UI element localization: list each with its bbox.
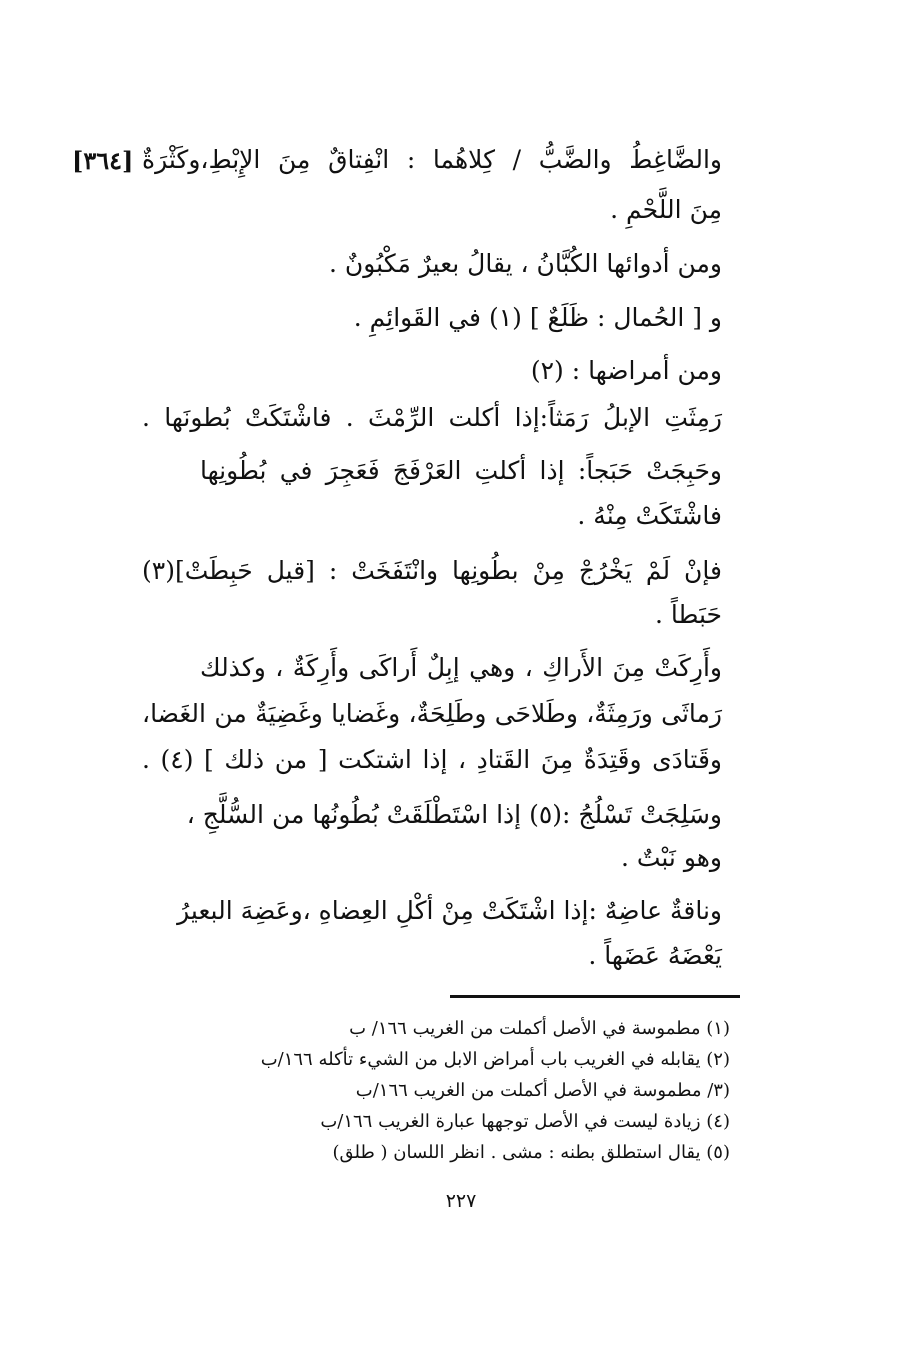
page-number: ٢٢٧ <box>445 1190 477 1212</box>
body-line-16: وناقةٌ عاضِهٌ :إذا اشْتَكَتْ مِنْ أكْلِ العِضاهِ ،وعَضِهَ البعيرُ <box>177 896 722 925</box>
footnote-2: (٢) يقابله في الغريب باب أمراض الابل من الشيء تأكله ١٦٦/ب <box>260 1049 730 1070</box>
footnote-rule <box>450 995 740 998</box>
body-line-12: رَماثَى ورَمِثَةٌ، وطَلاحَى وطَلِحَةٌ، وغَضايا وغَضِيَةٌ من الغَضا، <box>142 699 722 728</box>
body-line-8: فاشْتَكَتْ مِنْهُ . <box>577 501 722 530</box>
body-line-15: وهو نَبْتٌ . <box>620 843 722 872</box>
body-line-9: فإنْ لَمْ يَخْرُجْ مِنْ بطُونِها وانْتَفَخَتْ : [قيل حَبِطَتْ](٣) <box>142 556 722 585</box>
body-line-14: وسَلِجَتْ تَسْلُجُ :(٥) إذا اسْتَطْلَقَتْ بُطُونُها من السُّلَّجِ ، <box>186 800 722 829</box>
page-marker: [٣٦٤] <box>72 146 134 175</box>
footnote-5: (٥) يقال استطلق بطنه : مشى . انظر اللسان ( طلق) <box>332 1142 730 1163</box>
footnote-3: (٣/ مطموسة في الأصل أكملت من الغريب ١٦٦/ب <box>355 1080 730 1101</box>
body-line-17: يَعْضَهُ عَضَهاً . <box>588 941 722 970</box>
body-line-10: حَبَطاً . <box>654 600 722 629</box>
footnote-1: (١) مطموسة في الأصل أكملت من الغريب ١٦٦/ ب <box>349 1018 730 1039</box>
footnote-4: (٤) زيادة ليست في الأصل توجهها عبارة الغريب ١٦٦/ب <box>320 1111 730 1132</box>
body-line-3: ومن أدوائها الكُبَّانُ ، يقالُ بعيرٌ مَكْبُونٌ . <box>329 249 722 278</box>
body-line-6: رَمِثَتِ الإبلُ رَمَثاً:إذا أكلت الرِّمْثَ . فاشْتَكَتْ بُطونَها . <box>142 403 722 432</box>
body-line-1: والضَّاغِطُ والضَّبُّ / كِلاهُما : انْفِتاقٌ مِنَ الإِبْطِ،وكَثْرَةٌ <box>142 145 722 174</box>
body-line-11: وأَرِكَتْ مِنَ الأَراكِ ، وهي إبِلٌ أَراكَى وأَرِكَةٌ ، وكذلك <box>200 653 722 682</box>
body-line-2: مِنَ اللَّحْمِ . <box>610 195 722 224</box>
body-line-7: وحَبِجَتْ حَبَجاً: إذا أكلتِ العَرْفَجَ فَعَجِرَ في بُطُونِها <box>200 456 722 485</box>
body-line-13: وقَتادَى وقَتِدَةٌ مِنَ القَتادِ ، إذا اشتكت [ من ذلك ] (٤) . <box>142 745 722 774</box>
body-line-5: ومن أمراضها : (٢) <box>530 356 722 385</box>
body-line-4: و [ الحُمال : ظَلَعٌ ] (١) في القَوائِمِ . <box>353 303 722 332</box>
